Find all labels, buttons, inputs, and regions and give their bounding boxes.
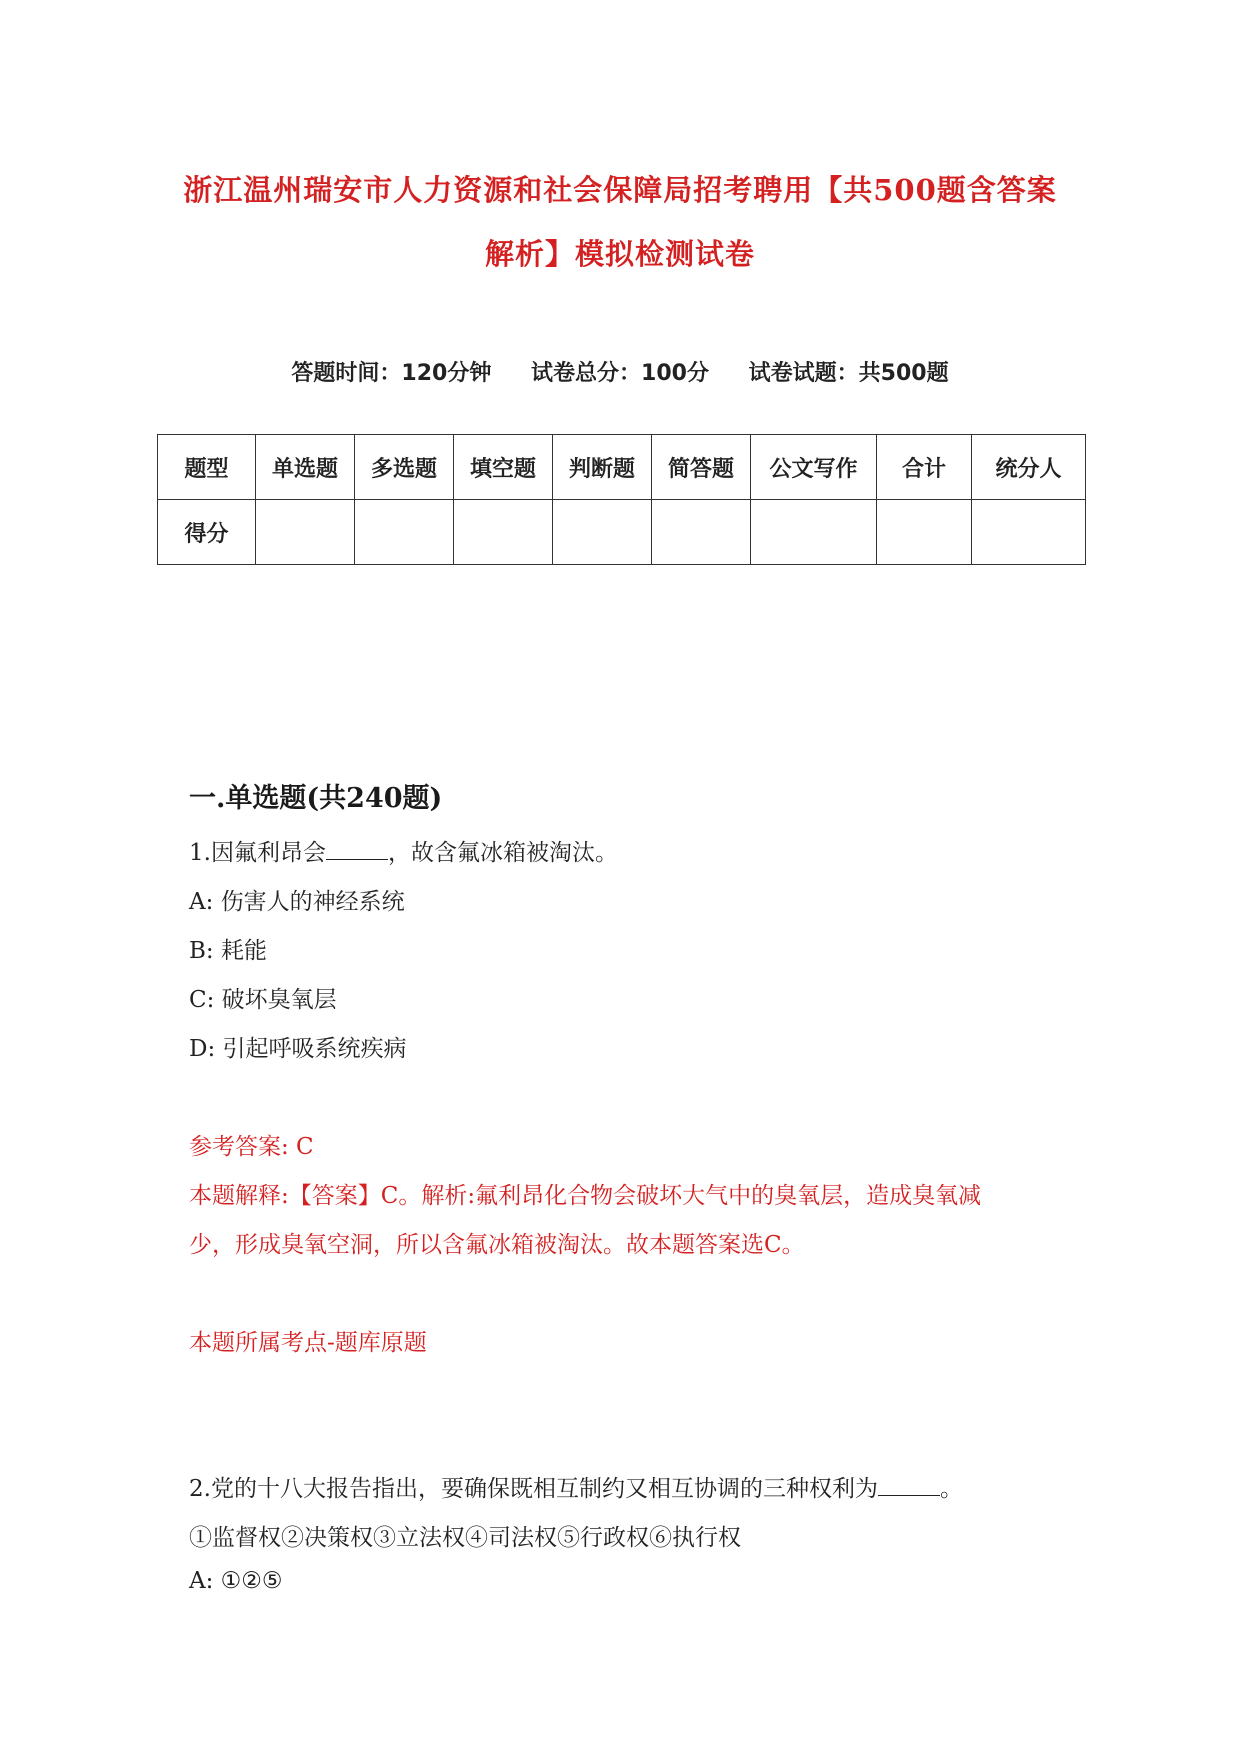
exam-total-score: 试卷总分：100分 <box>531 361 709 386</box>
document-title <box>150 158 1090 286</box>
question-1-stem-start: 1.因氟利昂会 <box>189 840 326 866</box>
header-cell-fill: 填空题 <box>454 435 553 500</box>
score-table <box>157 434 1086 565</box>
score-cell <box>454 500 553 565</box>
question-1-stem <box>189 834 618 867</box>
title-line-2: 解析】模拟检测试卷 <box>484 237 755 271</box>
score-cell <box>877 500 972 565</box>
header-cell-single: 单选题 <box>256 435 355 500</box>
question-1-answer: 参考答案: C <box>189 1134 314 1160</box>
score-cell <box>256 500 355 565</box>
score-table-score-row <box>158 500 1086 565</box>
score-cell <box>972 500 1086 565</box>
question-1-option-c: C: 破坏臭氧层 <box>189 987 337 1013</box>
question-1-option-d: D: 引起呼吸系统疾病 <box>189 1036 407 1062</box>
header-cell-total: 合计 <box>877 435 972 500</box>
question-2-items: ①监督权②决策权③立法权④司法权⑤行政权⑥执行权 <box>189 1525 741 1551</box>
score-row-label: 得分 <box>158 500 256 565</box>
question-2-stem <box>189 1470 963 1503</box>
header-cell-judge: 判断题 <box>553 435 652 500</box>
question-2-stem-start: 2.党的十八大报告指出，要确保既相互制约又相互协调的三种权利为 <box>189 1476 878 1502</box>
header-cell-type: 题型 <box>158 435 256 500</box>
header-cell-multi: 多选题 <box>355 435 454 500</box>
header-cell-scorer: 统分人 <box>972 435 1086 500</box>
score-cell <box>652 500 751 565</box>
question-1-explanation-line-2: 少，形成臭氧空洞，所以含氟冰箱被淘汰。故本题答案选C。 <box>189 1232 805 1258</box>
title-line-1: 浙江温州瑞安市人力资源和社会保障局招考聘用【共500题含答案 <box>183 173 1057 207</box>
answer-blank <box>326 837 388 860</box>
question-1-explanation-line-1: 本题解释:【答案】C。解析:氟利昂化合物会破坏大气中的臭氧层，造成臭氧减 <box>189 1183 982 1209</box>
score-cell <box>751 500 877 565</box>
question-2-stem-end: 。 <box>939 1476 963 1502</box>
exam-time: 答题时间：120分钟 <box>291 361 492 386</box>
section-title: 一.单选题(共240题) <box>189 783 443 814</box>
score-table-header-row <box>158 435 1086 500</box>
question-2-option-a: A: ①②⑤ <box>189 1568 283 1594</box>
header-cell-writing: 公文写作 <box>751 435 877 500</box>
question-1-option-a: A: 伤害人的神经系统 <box>189 889 405 915</box>
exam-question-count: 试卷试题：共500题 <box>748 361 949 386</box>
answer-blank <box>878 1473 940 1496</box>
question-1-option-b: B: 耗能 <box>189 938 267 964</box>
header-cell-short: 简答题 <box>652 435 751 500</box>
exam-meta <box>0 356 1240 387</box>
question-1-source: 本题所属考点-题库原题 <box>189 1330 427 1356</box>
score-cell <box>355 500 454 565</box>
score-cell <box>553 500 652 565</box>
question-1-stem-end: ，故含氟冰箱被淘汰。 <box>387 840 618 866</box>
